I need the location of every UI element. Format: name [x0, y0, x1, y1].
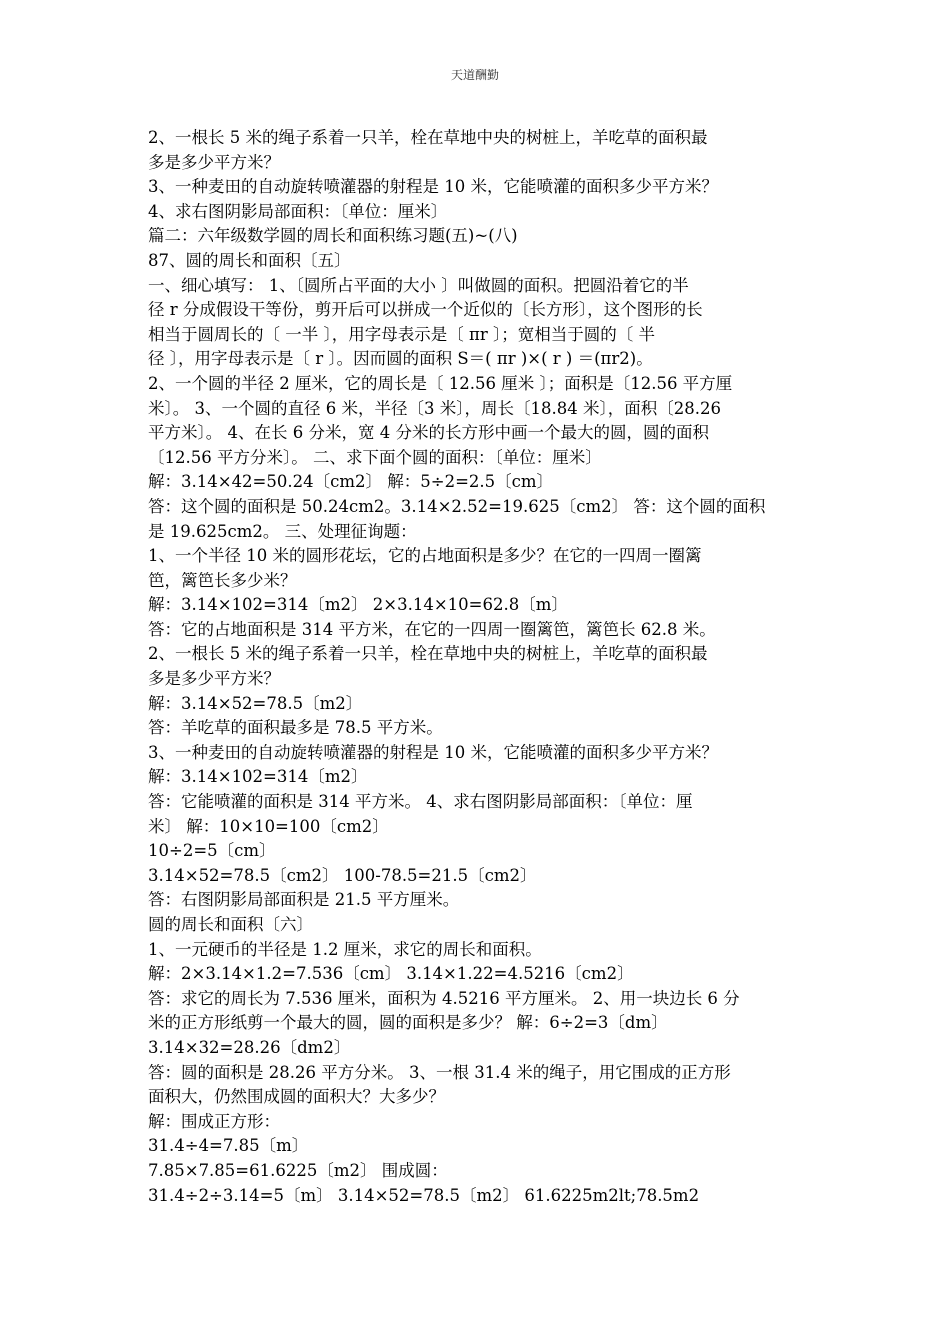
text-line: 米〕。 3、一个圆的直径 6 米，半径〔3 米〕，周长〔18.84 米〕，面积〔28.26: [148, 398, 721, 418]
text-line: 解：3.14×102=314〔m2〕 2×3.14×10=62.8〔m〕: [148, 595, 568, 615]
text-line: 87、圆的周长和面积〔五〕: [148, 250, 351, 270]
text-line: 2、一根长 5 米的绳子系着一只羊，栓在草地中央的树桩上，羊吃草的面积最: [148, 644, 708, 664]
text-line: 答：这个圆的面积是 50.24cm2。3.14×2.52=19.625〔cm2〕 答：这个圆的面积: [148, 496, 766, 516]
text-line: 〔12.56 平方分米〕。 二、求下面个圆的面积：〔单位：厘米〕: [148, 447, 602, 467]
text-line: 笆，篱笆长多少米？: [148, 570, 297, 590]
text-line: 答：求它的周长为 7.536 厘米，面积为 4.5216 平方厘米。 2、用一块边长 6 分: [148, 988, 740, 1008]
text-line: 7.85×7.85=61.6225〔m2〕 围成圆：: [148, 1160, 448, 1180]
text-line: 3.14×52=78.5〔cm2〕 100-78.5=21.5〔cm2〕: [148, 865, 537, 885]
text-line: 是 19.625cm2。 三、处理征询题：: [148, 521, 417, 541]
text-line: 1、一元硬币的半径是 1.2 厘米，求它的周长和面积。: [148, 939, 542, 959]
text-line: 答：它的占地面积是 314 平方米，在它的一四周一圈篱笆，篱笆长 62.8 米。: [148, 619, 716, 639]
text-line: 径 r 分成假设干等份，剪开后可以拼成一个近似的〔长方形〕，这个图形的长: [148, 300, 703, 320]
text-line: 答：圆的面积是 28.26 平方分米。 3、一根 31.4 米的绳子，用它围成的正方形: [148, 1062, 731, 1082]
text-line: 1、一个半径 10 米的圆形花坛，它的占地面积是多少？在它的一四周一圈篱: [148, 546, 702, 566]
text-line: 相当于圆周长的〔 一半 〕，用字母表示是〔 πr 〕；宽相当于圆的〔 半: [148, 324, 655, 344]
page-header: 天道酬勤: [450, 68, 499, 82]
text-line: 一、细心填写： 1、〔圆所占平面的大小 〕叫做圆的面积。把圆沿着它的半: [148, 275, 689, 295]
text-line: 答：羊吃草的面积最多是 78.5 平方米。: [148, 718, 443, 738]
text-line: 解：3.14×102=314〔m2〕: [148, 767, 368, 787]
text-line: 10÷2=5〔cm〕: [148, 841, 276, 861]
text-line: 面积大，仍然围成圆的面积大？大多少？: [148, 1087, 445, 1107]
text-line: 2、一根长 5 米的绳子系着一只羊，栓在草地中央的树桩上，羊吃草的面积最: [148, 128, 708, 147]
text-line: 圆的周长和面积〔六〕: [148, 915, 313, 934]
text-line: 径 〕，用字母表示是〔 r 〕。因而圆的面积 S＝( πr )×( r ) ＝(πr2)。: [148, 349, 653, 369]
text-line: 解：围成正方形：: [148, 1111, 280, 1131]
text-line: 答：它能喷灌的面积是 314 平方米。 4、求右图阴影局部面积：〔单位：厘: [148, 792, 693, 812]
text-line: 平方米〕。 4、在长 6 分米，宽 4 分米的长方形中画一个最大的圆，圆的面积: [148, 423, 709, 443]
text-line: 篇二：六年级数学圆的周长和面积练习题(五)~(八): [148, 226, 518, 246]
text-line: 2、一个圆的半径 2 厘米，它的周长是〔 12.56 厘米 〕；面积是〔12.56 平方厘: [148, 373, 733, 393]
text-line: 解：3.14×52=78.5〔m2〕: [148, 693, 363, 713]
document-body: [148, 126, 808, 1208]
text-line: 多是多少平方米？: [148, 669, 280, 689]
text-line: 3、一种麦田的自动旋转喷灌器的射程是 10 米，它能喷灌的面积多少平方米？: [148, 742, 718, 762]
text-line: 米的正方形纸剪一个最大的圆，圆的面积是多少？ 解：6÷2=3〔dm〕: [148, 1013, 668, 1033]
text-line: 4、求右图阴影局部面积：〔单位：厘米〕: [148, 201, 448, 221]
text-line: 米〕 解：10×10=100〔cm2〕: [148, 816, 389, 836]
text-line: 3、一种麦田的自动旋转喷灌器的射程是 10 米，它能喷灌的面积多少平方米？: [148, 177, 718, 197]
text-line: 解：2×3.14×1.2=7.536〔cm〕 3.14×1.22=4.5216〔cm2〕: [148, 964, 634, 984]
text-line: 31.4÷4=7.85〔m〕: [148, 1136, 309, 1156]
text-line: 多是多少平方米？: [148, 152, 280, 172]
text-line: 31.4÷2÷3.14=5〔m〕 3.14×52=78.5〔m2〕 61.6225m2lt;78.5m2: [148, 1185, 700, 1205]
text-line: 解：3.14×42=50.24〔cm2〕 解：5÷2=2.5〔cm〕: [148, 472, 554, 492]
text-line: 3.14×32=28.26〔dm2〕: [148, 1037, 351, 1057]
text-line: 答：右图阴影局部面积是 21.5 平方厘米。: [148, 890, 460, 910]
